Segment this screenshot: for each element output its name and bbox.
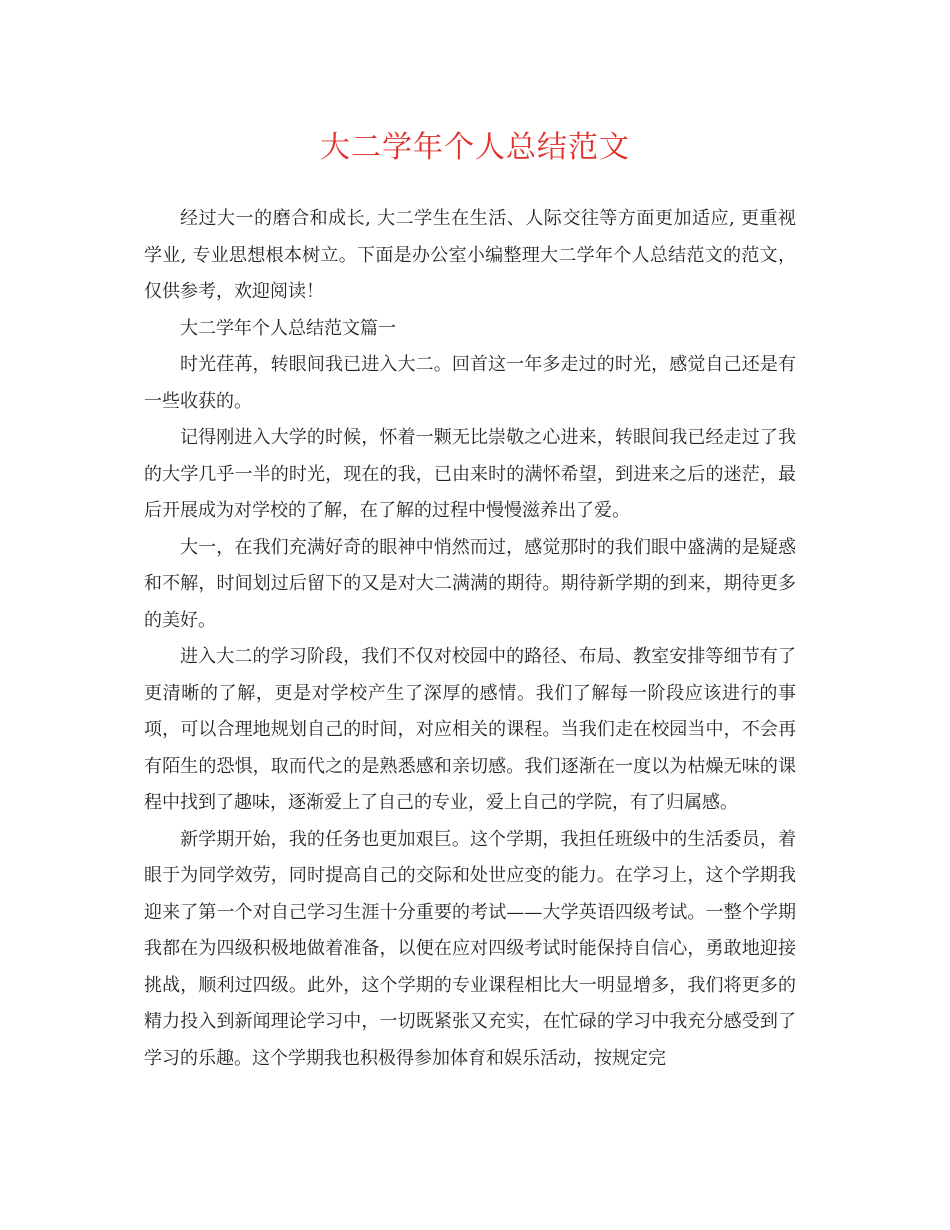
body-paragraph: 进入大二的学习阶段，我们不仅对校园中的路径、布局、教室安排等细节有了更清晰的了解，更是对学校产生了深厚的感情。我们了解每一阶段应该进行的事项，可以合理地规划自己的时间，对应相关的课程。当我们走在校园当中，不会再有陌生的恐惧，取而代之的是熟悉感和亲切感。我们逐渐在一度以为枯燥无味的课程中找到了趣味，逐渐爱上了自己的专业，爱上自己的学院，有了归属感。 bbox=[144, 646, 796, 813]
body-paragraph: 记得刚进入大学的时候，怀着一颗无比崇敬之心进来，转眼间我已经走过了我的大学几乎一半的时光，现在的我，已由来时的满怀希望，到进来之后的迷茫，最后开展成为对学校的了解，在了解的过程中慢慢滋养出了爱。 bbox=[144, 427, 796, 521]
intro-paragraph: 经过大一的磨合和成长, 大二学生在生活、人际交往等方面更加适应, 更重视学业, 专业思想根本树立。下面是办公室小编整理大二学年个人总结范文的范文，仅供参考，欢迎阅读！ bbox=[144, 208, 796, 302]
body-paragraph: 新学期开始，我的任务也更加艰巨。这个学期，我担任班级中的生活委员，着眼于为同学效劳，同时提高自己的交际和处世应变的能力。在学习上，这个学期我迎来了第一个对自己学习生涯十分重要的考试——大学英语四级考试。一整个学期我都在为四级积极地做着准备，以便在应对四级考试时能保持自信心，勇敢地迎接挑战，顺利过四级。此外，这个学期的专业课程相比大一明显增多，我们将更多的精力投入到新闻理论学习中，一切既紧张又充实，在忙碌的学习中我充分感受到了学习的乐趣。这个学期我也积极得参加体育和娱乐活动，按规定完 bbox=[144, 828, 796, 1069]
body-paragraph: 时光荏苒，转眼间我已进入大二。回首这一年多走过的时光，感觉自己还是有一些收获的。 bbox=[144, 354, 796, 412]
document-title: 大二学年个人总结范文 bbox=[320, 130, 630, 165]
section-heading: 大二学年个人总结范文篇一 bbox=[180, 317, 396, 339]
document-body bbox=[144, 201, 796, 1077]
body-paragraph: 大一，在我们充满好奇的眼神中悄然而过，感觉那时的我们眼中盛满的是疑惑和不解，时间划过后留下的又是对大二满满的期待。期待新学期的到来，期待更多的美好。 bbox=[144, 536, 796, 631]
